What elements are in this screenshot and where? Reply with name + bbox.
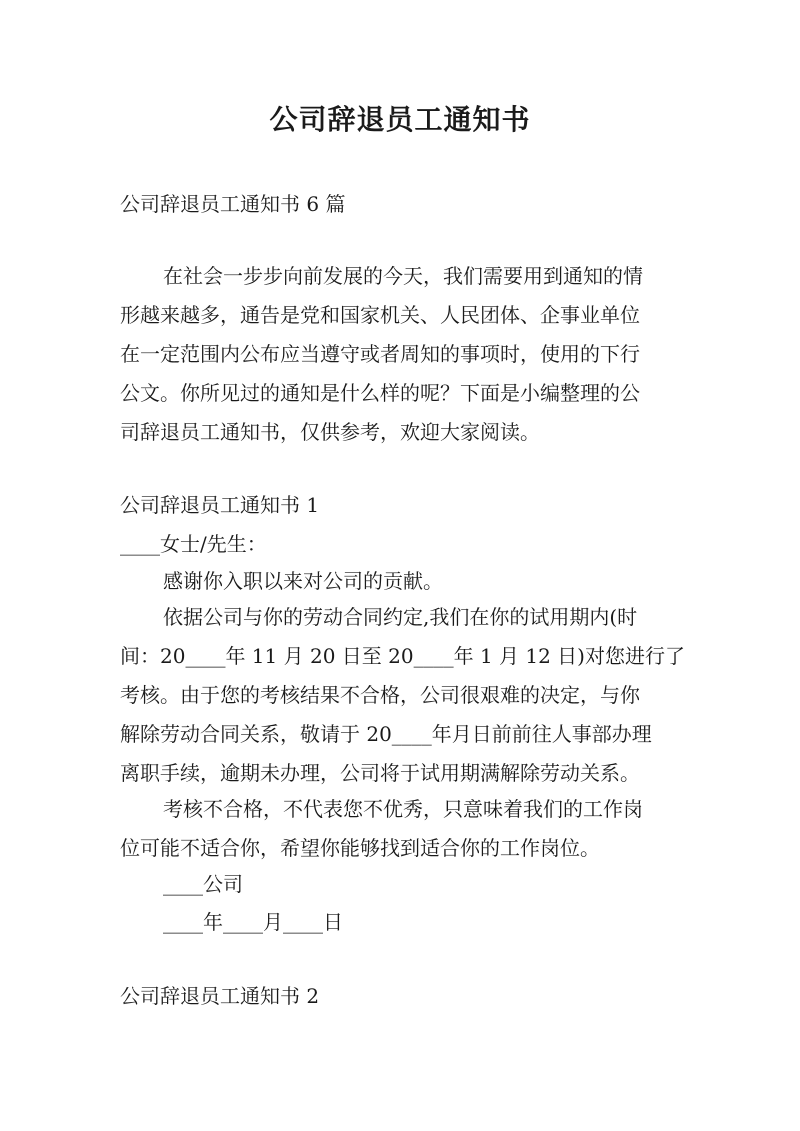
signature-date: ____年____月____日 — [163, 910, 343, 934]
intro-line: 在一定范围内公布应当遵守或者周知的事项时，使用的下行 — [120, 342, 640, 366]
body-line: 考核。由于您的考核结果不合格，公司很艰难的决定，与你 — [120, 683, 640, 707]
body-line: 解除劳动合同关系，敬请于 20____年月日前前往人事部办理 — [120, 722, 652, 746]
intro-line: 公文。你所见过的通知是什么样的呢？下面是小编整理的公 — [120, 381, 640, 405]
document-subtitle: 公司辞退员工通知书 6 篇 — [120, 192, 346, 216]
section-heading-1: 公司辞退员工通知书 1 — [120, 493, 320, 517]
intro-line: 司辞退员工通知书，仅供参考，欢迎大家阅读。 — [120, 420, 540, 444]
thanks-line: 感谢你入职以来对公司的贡献。 — [163, 569, 443, 593]
company-signature: ____公司 — [163, 872, 243, 896]
intro-line: 在社会一步步向前发展的今天，我们需要用到通知的情 — [163, 264, 643, 288]
document-title: 公司辞退员工通知书 — [269, 103, 531, 136]
section-heading-2: 公司辞退员工通知书 2 — [120, 984, 320, 1008]
body-line: 位可能不适合你，希望你能够找到适合你的工作岗位。 — [120, 836, 600, 860]
body-line: 离职手续，逾期未办理，公司将于试用期满解除劳动关系。 — [120, 761, 640, 785]
intro-line: 形越来越多，通告是党和国家机关、人民团体、企事业单位 — [120, 303, 640, 327]
salutation: ____女士/先生： — [120, 532, 267, 556]
body-line: 间：20____年 11 月 20 日至 20____年 1 月 12 日)对您进行了 — [120, 644, 685, 668]
body-line: 考核不合格，不代表您不优秀，只意味着我们的工作岗 — [163, 797, 643, 821]
body-line: 依据公司与你的劳动合同约定,我们在你的试用期内(时 — [163, 605, 638, 629]
